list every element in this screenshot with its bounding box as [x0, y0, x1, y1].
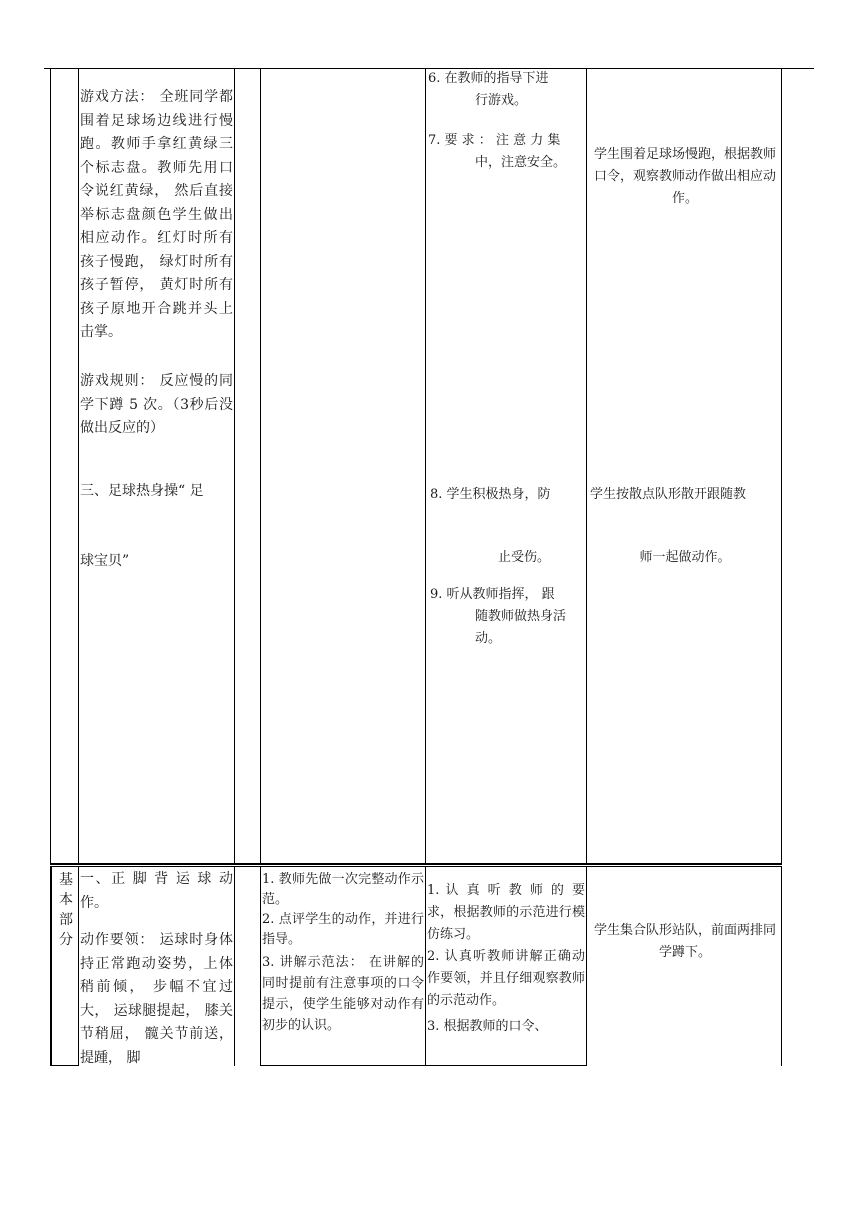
- teacher-step-3: 3. 讲解示范法： 在讲解的同时提前有注意事项的口令提示，使学生能够对动作有初步的认识。: [262, 955, 424, 1033]
- section-label-char: 分: [59, 932, 73, 948]
- column-rule: [50, 68, 51, 864]
- column-rule: [234, 68, 235, 864]
- bottom-rule: [425, 1065, 586, 1066]
- column-rule: [781, 866, 782, 1066]
- student-step-2: 2. 认真听教师讲解正确动作要领，并且仔细观察教师的示范动作。: [427, 949, 585, 1008]
- content-title: 一、正 脚 背 运 球 动作。: [80, 871, 233, 911]
- section-label-char: 本: [59, 892, 73, 908]
- requirement-6-line1: 6. 在教师的指导下进: [428, 71, 549, 86]
- section-divider: [50, 866, 782, 867]
- organization-lower: 学生集合队形站队，前面两排同学蹲下。: [593, 923, 776, 960]
- column-rule: [781, 68, 782, 864]
- requirement-8-line1: 8. 学生积极热身，防: [430, 487, 551, 502]
- student-organization-upper: 学生围着足球场慢跑，根据教师口令，观察教师动作做出相应动作。: [593, 147, 776, 206]
- bottom-rule: [260, 1065, 425, 1066]
- column-rule: [425, 866, 426, 1066]
- column-rule: [78, 68, 79, 864]
- column-rule: [425, 68, 426, 864]
- game-method-text: 游戏方法： 全班同学都围着足球场边线进行慢跑。教师手拿红黄绿三个标志盘。教师先用口令说红黄绿， 然后直接举标志盘颜色学生做出相应动作。红灯时所有孩子慢跑， 绿灯时所有孩子暂停， 黄灯时所有孩子原地开合跳并头上击掌。: [80, 89, 233, 340]
- game-rules-text: 游戏规则： 反应慢的同学下蹲 5 次。（3秒后没做出反应的）: [80, 373, 233, 436]
- column-rule: [78, 866, 79, 1066]
- warmup-title-line2: 球宝贝”: [80, 553, 130, 569]
- section-label-char: 部: [59, 912, 73, 928]
- student-step-1: 1. 认 真 听 教 师 的 要求，根据教师的示范进行模仿练习。: [427, 883, 585, 942]
- section-divider: [50, 863, 782, 865]
- student-step-3: 3. 根据教师的口令、: [427, 1019, 548, 1034]
- requirement-6-line2: 行游戏。: [475, 93, 528, 108]
- teacher-step-2: 2. 点评学生的动作，并进行指导。: [262, 912, 424, 947]
- requirement-9-line3: 动。: [475, 631, 502, 646]
- warmup-title-line1: 三、足球热身操“ 足: [80, 483, 204, 499]
- column-rule: [260, 866, 261, 1066]
- column-rule: [260, 68, 261, 864]
- requirement-8-line2: 止受伤。: [498, 550, 551, 565]
- content-key-points: 动作要领： 运球时身体持正常跑动姿势，上体稍前倾， 步幅不宜过大， 运球腿提起， 膝关节稍屈， 髋关节前送， 提踵， 脚: [80, 932, 233, 1065]
- teacher-step-1: 1. 教师先做一次完整动作示范。: [262, 872, 424, 907]
- requirement-9-line2: 随教师做热身活: [475, 609, 567, 624]
- requirement-7-line1: 7. 要 求 ： 注 意 力 集: [428, 133, 561, 148]
- requirement-7-line2: 中，注意安全。: [475, 155, 567, 170]
- student-organization-mid-line2: 师一起做动作。: [639, 550, 731, 565]
- column-rule: [50, 866, 52, 1066]
- column-rule: [586, 68, 587, 864]
- section-label-char: 基: [59, 872, 73, 888]
- column-rule: [586, 866, 587, 1066]
- column-rule: [234, 866, 235, 1066]
- student-organization-mid-line1: 学生按散点队形散开跟随教: [590, 487, 747, 502]
- bottom-rule: [50, 1065, 78, 1066]
- section-label-basic-part: [56, 870, 76, 950]
- requirement-9-line1: 9. 听从教师指挥， 跟: [430, 587, 555, 602]
